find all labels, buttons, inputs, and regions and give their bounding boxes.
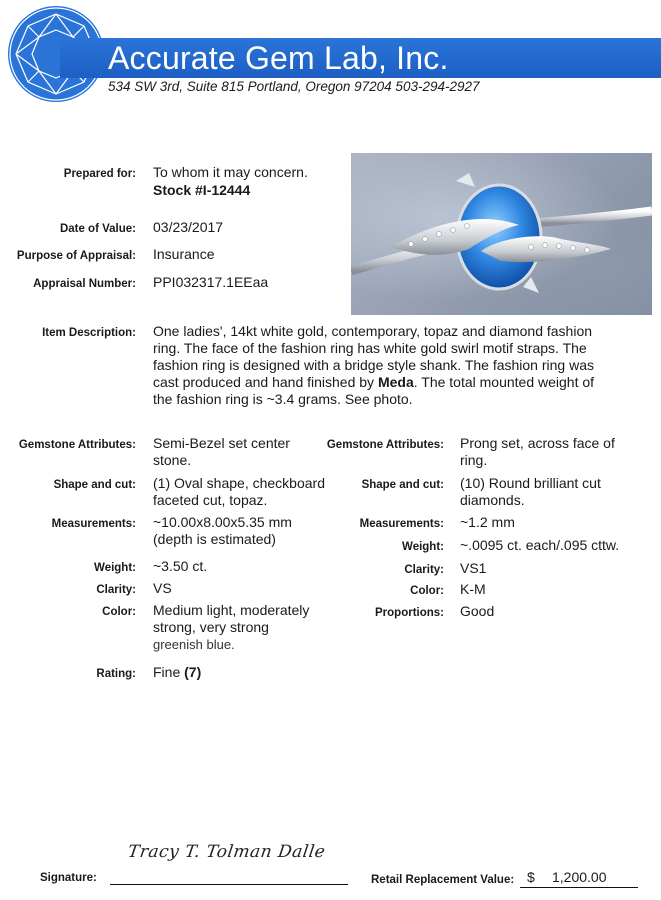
description-line: fashion ring is designed with a bridge style shank. The fashion ring was <box>153 357 594 373</box>
left-measurements-label: Measurements: <box>51 518 136 530</box>
stock-number: Stock #I-12444 <box>153 182 251 198</box>
right-attributes-label: Gemstone Attributes: <box>326 439 444 451</box>
replacement-value-label: Retail Replacement Value: <box>371 874 515 886</box>
signature-line <box>110 884 348 885</box>
replacement-value: 1,200.00 <box>552 869 607 885</box>
right-clarity-label: Clarity: <box>404 564 444 576</box>
right-measurements-label: Measurements: <box>359 518 444 530</box>
date-of-value-label: Date of Value: <box>59 223 136 235</box>
ring-photo <box>351 153 652 315</box>
currency-symbol: $ <box>527 869 535 885</box>
company-address: 534 SW 3rd, Suite 815 Portland, Oregon 97204 503-294-2927 <box>108 79 480 94</box>
right-color-label: Color: <box>410 585 444 597</box>
purpose-label: Purpose of Appraisal: <box>16 250 136 262</box>
handwritten-signature: Tracy T. Tolman Dalle <box>126 842 327 862</box>
appraisal-number: PPI032317.1EEaa <box>153 274 269 290</box>
rating-label: Rating: <box>96 668 136 680</box>
right-shape-label: Shape and cut: <box>361 479 444 491</box>
description-line: the fashion ring is ~3.4 grams. See photo. <box>153 391 413 407</box>
item-description <box>153 323 643 408</box>
right-measurements: ~1.2 mm <box>460 514 515 530</box>
left-weight: ~3.50 ct. <box>153 558 208 574</box>
description-line: ring. The face of the fashion ring has white gold swirl motif straps. The <box>153 340 587 356</box>
left-clarity: VS <box>153 580 172 596</box>
description-line: One ladies', 14kt white gold, contemporary, topaz and diamond fashion <box>153 323 593 339</box>
maker-name: Meda <box>377 374 414 390</box>
purpose-value: Insurance <box>153 246 215 262</box>
prepared-for-value: To whom it may concern. <box>153 164 308 180</box>
prepared-for-label: Prepared for: <box>63 168 136 180</box>
proportions: Good <box>460 603 495 619</box>
left-measurements: ~10.00x8.00x5.35 mm (depth is estimated) <box>153 514 292 547</box>
replacement-value-line <box>520 887 638 888</box>
appraisal-number-label: Appraisal Number: <box>33 278 136 290</box>
left-attributes: Semi-Bezel set center stone. <box>153 435 290 468</box>
company-name: Accurate Gem Lab, Inc. <box>108 40 449 76</box>
rating-grade: (7) <box>184 664 202 680</box>
left-clarity-label: Clarity: <box>96 584 136 596</box>
right-attributes: Prong set, across face of ring. <box>460 435 615 468</box>
date-of-value: 03/23/2017 <box>153 219 224 235</box>
right-clarity: VS1 <box>460 560 487 576</box>
left-color: Medium light, moderately strong, very strong greenish blue. <box>153 602 310 652</box>
right-weight: ~.0095 ct. each/.095 cttw. <box>460 537 620 553</box>
left-attributes-label: Gemstone Attributes: <box>18 439 136 451</box>
left-shape: (1) Oval shape, checkboard faceted cut, topaz. <box>153 475 325 508</box>
left-color-label: Color: <box>102 606 136 618</box>
right-weight-label: Weight: <box>402 541 444 553</box>
item-description-label: Item Description: <box>42 327 136 339</box>
left-weight-label: Weight: <box>94 562 136 574</box>
right-shape: (10) Round brilliant cut diamonds. <box>460 475 601 508</box>
signature-label: Signature: <box>40 872 97 884</box>
proportions-label: Proportions: <box>375 607 444 619</box>
right-color: K-M <box>460 581 486 597</box>
description-line: cast produced and hand finished by Meda. The total mounted weight of <box>153 374 595 390</box>
rating: Fine (7) <box>153 664 202 680</box>
left-shape-label: Shape and cut: <box>53 479 136 491</box>
